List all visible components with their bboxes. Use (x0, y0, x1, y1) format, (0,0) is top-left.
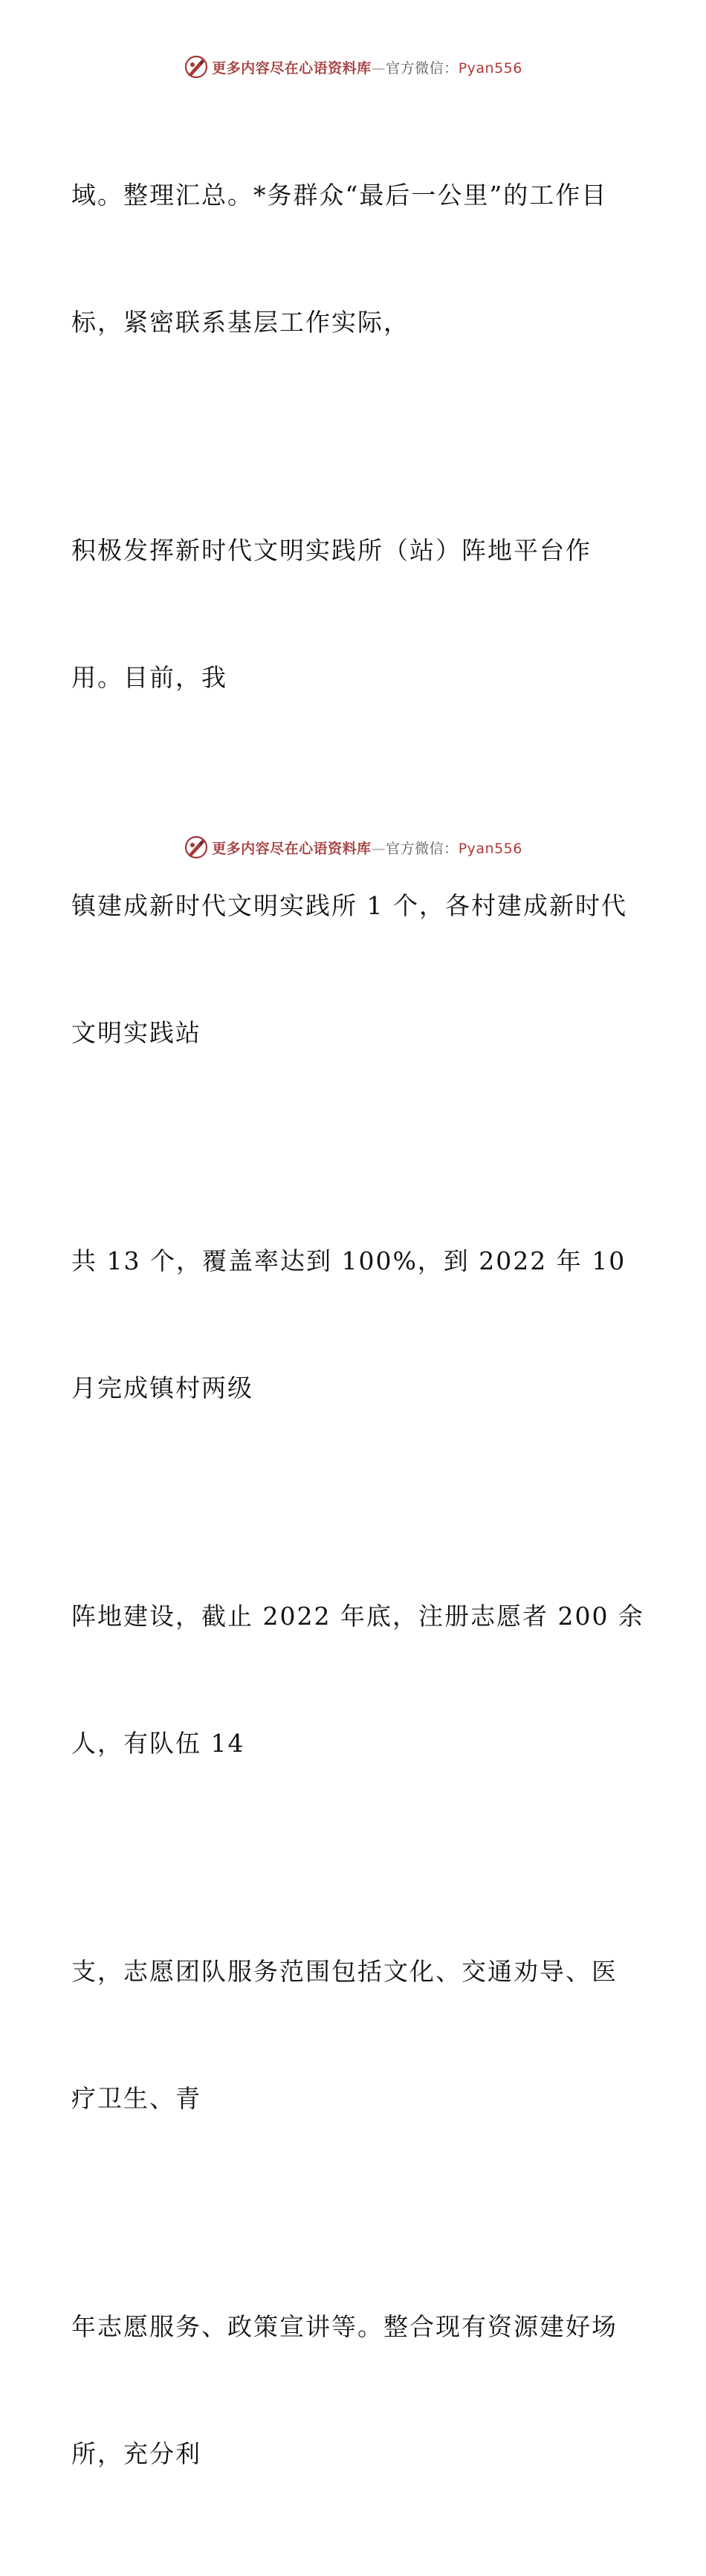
text-line: 镇建成新时代文明实践所 1 个，各村建成新时代 (71, 891, 627, 920)
paragraph (71, 1510, 644, 1849)
watermark-official-label: 官方微信： (386, 840, 459, 857)
watermark-brand: 更多内容尽在心语资料库 (212, 59, 372, 77)
text-line: 文明实践站 (71, 1018, 201, 1047)
text-line: 月完成镇村两级 (71, 1373, 253, 1402)
paragraph (71, 1865, 636, 2204)
text-line: 疗卫生、青 (71, 2084, 201, 2113)
watermark-text (212, 838, 522, 858)
paragraph (71, 1155, 636, 1494)
text-line: 积极发挥新时代文明实践所（站）阵地平台作 (71, 536, 592, 565)
paragraph (71, 2221, 636, 2560)
text-line: 共 13 个，覆盖率达到 100%，到 2022 年 10 (71, 1246, 626, 1275)
paragraph (71, 89, 636, 428)
pen-circle-logo-icon (184, 54, 209, 80)
watermark-wechat-id: Pyan556 (458, 59, 522, 77)
header-watermark (0, 52, 706, 82)
pen-circle-logo-icon (184, 835, 209, 860)
text-line: 支，志愿团队服务范围包括文化、交通劝导、医 (71, 1957, 618, 1986)
text-line: 所，充分利 (71, 2439, 201, 2468)
watermark-text (212, 57, 522, 77)
text-line: 阵地建设，截止 2022 年底，注册志愿者 200 余 (71, 1602, 644, 1631)
text-line: 年志愿服务、政策宣讲等。整合现有资源建好场 (71, 2312, 618, 2341)
footer-watermark (0, 832, 706, 862)
paragraph (71, 444, 636, 783)
watermark-wechat-id: Pyan556 (458, 840, 522, 857)
text-line: 域。整理汇总。*务群众“最后一公里”的工作目 (71, 181, 608, 210)
watermark-separator: — (371, 840, 386, 857)
text-line: 标，紧密联系基层工作实际， (71, 308, 409, 337)
text-line: 用。目前，我 (71, 663, 227, 692)
document-body (71, 89, 644, 2576)
text-line: 人，有队伍 14 (71, 1729, 245, 1758)
watermark-separator: — (371, 59, 386, 77)
watermark-official-label: 官方微信： (386, 59, 459, 77)
watermark-brand: 更多内容尽在心语资料库 (212, 840, 372, 857)
